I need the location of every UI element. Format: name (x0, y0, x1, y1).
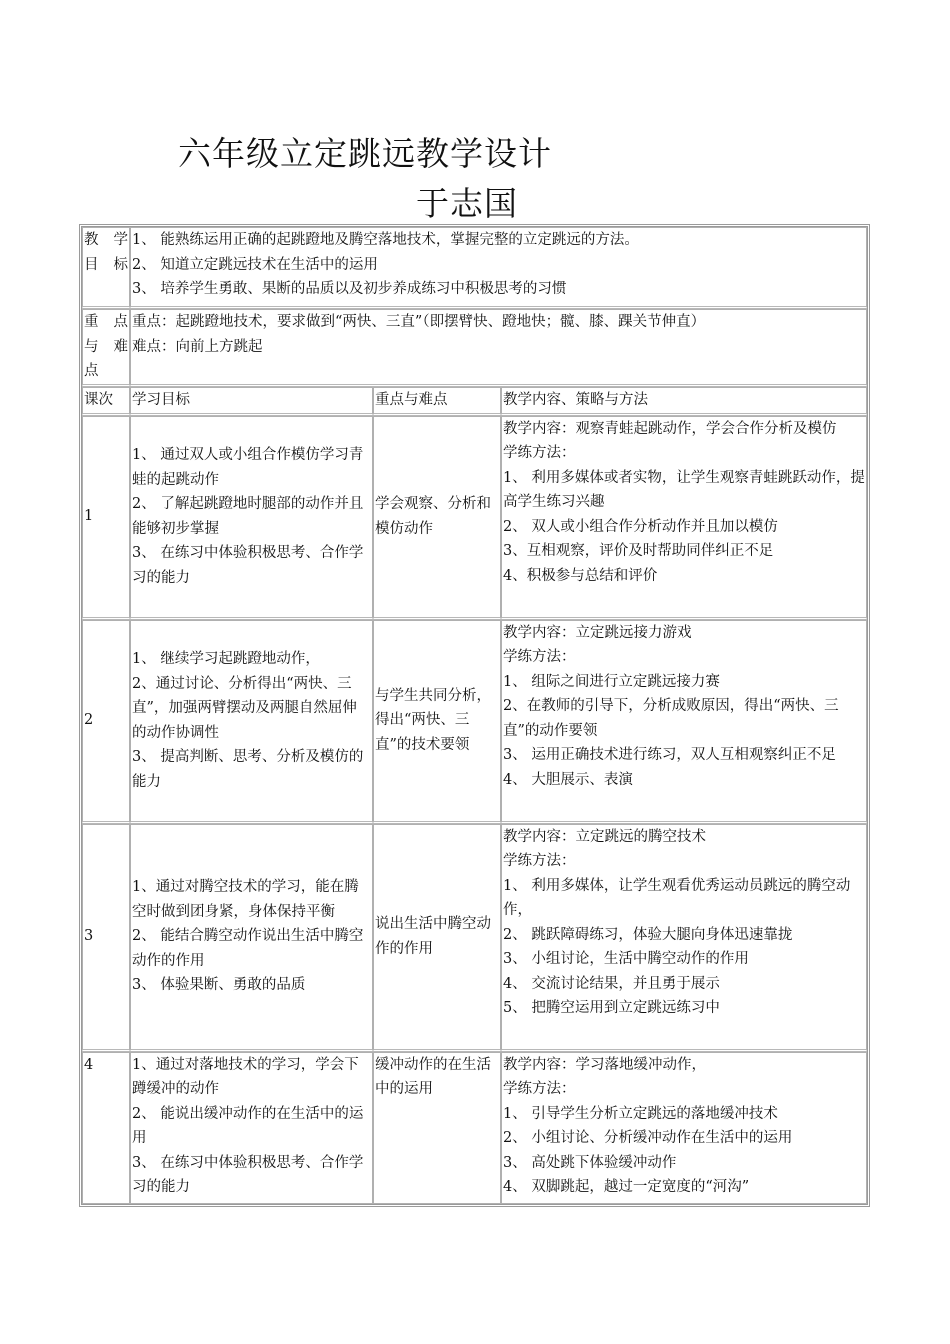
objectives-label: 教 学 目标 (82, 227, 130, 309)
goal-item: 2、通过讨论、分析得出“两快、三直”，加强两臂摆动及两腿自然屈伸的动作协调性 (132, 675, 357, 741)
content-item: 4、 交流讨论结果，并且勇于展示 (503, 975, 720, 992)
content-item: 学练方法： (503, 649, 576, 665)
goal-item: 1、通过对落地技术的学习，学会下蹲缓冲的动作 (132, 1056, 359, 1097)
content-item: 教学内容：立定跳远接力游戏 (503, 624, 692, 641)
content-item: 2、 双人或小组合作分析动作并且加以模仿 (503, 518, 778, 535)
lesson-focus: 学会观察、分析和模仿动作 (373, 416, 501, 620)
lesson-goals (130, 1052, 373, 1204)
objective-item: 2、 知道立定跳远技术在生活中的运用 (132, 256, 378, 273)
content-item: 2、 跳跃障碍练习，体验大腿向身体迅速靠拢 (503, 926, 793, 943)
column-header-row (82, 387, 867, 416)
key-points-label: 重 点 与 难 点 (82, 309, 130, 387)
objectives-row (82, 227, 867, 309)
content-item: 学练方法： (503, 445, 576, 461)
goal-item: 2、 能说出缓冲动作的在生活中的运用 (132, 1105, 364, 1146)
lesson-focus: 缓冲动作的在生活中的运用 (373, 1052, 501, 1204)
content-item: 学练方法： (503, 853, 576, 869)
content-item: 5、 把腾空运用到立定跳远练习中 (503, 1000, 720, 1016)
lesson-content (501, 620, 867, 824)
content-item: 2、在教师的引导下，分析成败原因，得出“两快、三直”的动作要领 (503, 698, 839, 739)
content-item: 2、 小组讨论、分析缓冲动作在生活中的运用 (503, 1130, 793, 1146)
lesson-goals (130, 620, 373, 824)
content-item: 3、 运用正确技术进行练习，双人互相观察纠正不足 (503, 747, 836, 763)
lesson-goals (130, 824, 373, 1052)
objective-item: 3、 培养学生勇敢、果断的品质以及初步养成练习中积极思考的习惯 (132, 281, 567, 297)
column-header-focus: 重点与难点 (373, 387, 501, 416)
content-item: 1、 利用多媒体，让学生观看优秀运动员跳远的腾空动作， (503, 877, 851, 918)
content-item: 1、 组际之间进行立定跳远接力赛 (503, 673, 720, 690)
goal-item: 1、通过对腾空技术的学习，能在腾空时做到团身紧，身体保持平衡 (132, 879, 359, 920)
content-item: 4、 双脚跳起，越过一定宽度的“河沟” (503, 1179, 750, 1195)
lesson-content (501, 1052, 867, 1204)
column-header-lesson: 课次 (82, 387, 130, 416)
objectives-content (130, 227, 867, 309)
goal-item: 3、 在练习中体验积极思考、合作学习的能力 (132, 1154, 364, 1195)
content-item: 3、 小组讨论，生活中腾空动作的作用 (503, 951, 749, 967)
goal-item: 3、 在练习中体验积极思考、合作学习的能力 (132, 545, 364, 586)
content-item: 3、 高处跳下体验缓冲动作 (503, 1154, 677, 1171)
table-row (82, 1052, 867, 1204)
content-item: 3、互相观察，评价及时帮助同伴纠正不足 (503, 543, 774, 559)
lesson-focus: 说出生活中腾空动作的作用 (373, 824, 501, 1052)
table-row (82, 824, 867, 1052)
key-points-row (82, 309, 867, 387)
content-item: 4、积极参与总结和评价 (503, 567, 658, 584)
content-item: 学练方法： (503, 1081, 576, 1097)
table-row (82, 416, 867, 620)
key-points-content (130, 309, 867, 387)
lesson-number: 3 (82, 824, 130, 1052)
document-title: 六年级立定跳远教学设计 (178, 134, 552, 173)
goal-item: 2、 能结合腾空动作说出生活中腾空动作的作用 (132, 928, 364, 969)
lesson-number: 1 (82, 416, 130, 620)
goal-item: 2、 了解起跳蹬地时腿部的动作并且能够初步掌握 (132, 496, 364, 537)
goal-item: 1、 通过双人或小组合作模仿学习青蛙的起跳动作 (132, 447, 364, 488)
column-header-content: 教学内容、策略与方法 (501, 387, 867, 416)
lesson-focus: 与学生共同分析，得出“两快、三直”的技术要领 (373, 620, 501, 824)
lesson-content (501, 824, 867, 1052)
goal-item: 1、 继续学习起跳蹬地动作， (132, 651, 320, 667)
content-item: 教学内容：学习落地缓冲动作， (503, 1056, 706, 1073)
author-name: 于志国 (416, 184, 518, 223)
lesson-plan-table (79, 224, 870, 1207)
key-point-item: 重点：起跳蹬地技术，要求做到“两快、三直”（即摆臂快、蹬地快；髋、膝、踝关节伸直） (132, 314, 706, 330)
content-item: 1、 利用多媒体或者实物，让学生观察青蛙跳跃动作，提高学生练习兴趣 (503, 469, 865, 510)
lesson-number: 4 (82, 1052, 130, 1204)
content-item: 教学内容：观察青蛙起跳动作，学会合作分析及模仿 (503, 420, 837, 437)
lesson-content (501, 416, 867, 620)
content-item: 4、 大胆展示、表演 (503, 771, 633, 788)
lesson-goals (130, 416, 373, 620)
lesson-number: 2 (82, 620, 130, 824)
table-row (82, 620, 867, 824)
difficulty-item: 难点：向前上方跳起 (132, 338, 263, 355)
content-item: 教学内容：立定跳远的腾空技术 (503, 828, 706, 845)
goal-item: 3、 提高判断、思考、分析及模仿的能力 (132, 749, 364, 790)
goal-item: 3、 体验果断、勇敢的品质 (132, 977, 306, 994)
column-header-goals: 学习目标 (130, 387, 373, 416)
content-item: 1、 引导学生分析立定跳远的落地缓冲技术 (503, 1105, 778, 1122)
objective-item: 1、 能熟练运用正确的起跳蹬地及腾空落地技术，掌握完整的立定跳远的方法。 (132, 232, 639, 248)
